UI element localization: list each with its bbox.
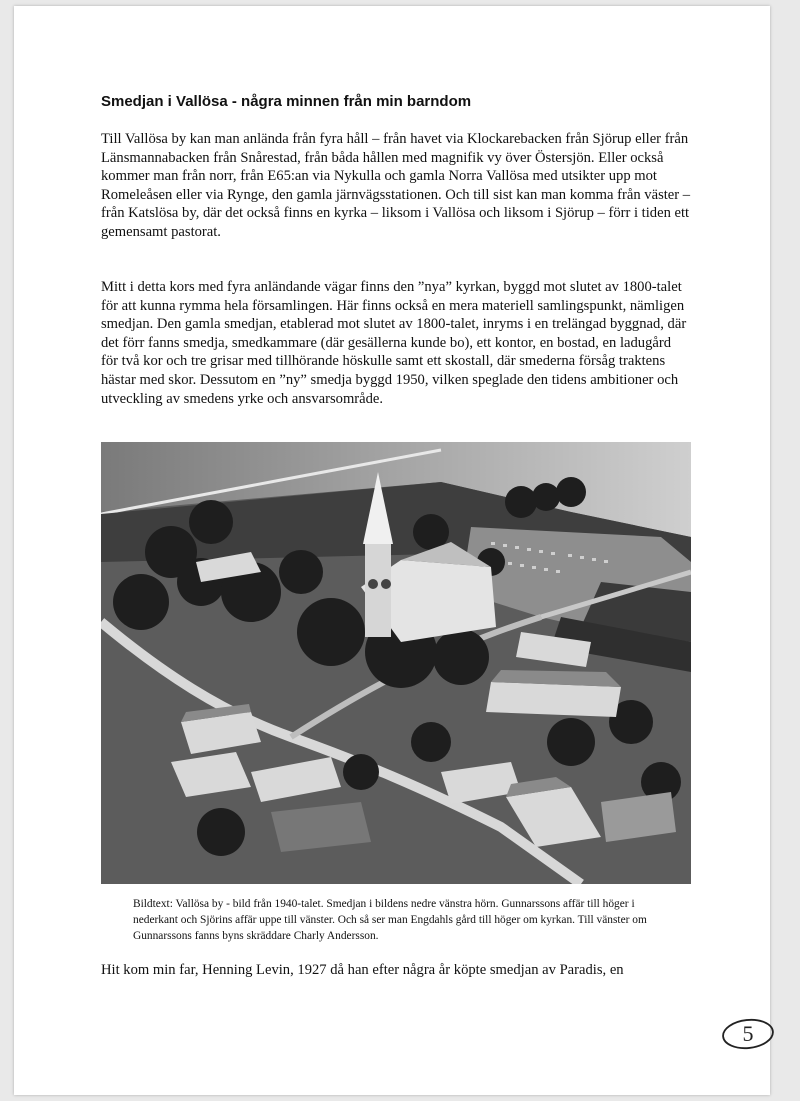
paragraph-1: Till Vallösa by kan man anlända från fyra håll – från havet via Klockarebacken från Sjörup eller från Länsmannabacken från Snårestad, från båda hållen med magnifik vy över Östersjön. Eller också kommer man från norr, från E65:an via Nykulla och gamla Norra Vallösa med utsikter upp mot Romeleåsen eller via Rynge, den gamla järnvägsstationen. Och till sist kan man komma från väster – från Katslösa by, där det också finns en kyrka – liksom i Vallösa och liksom i Sjörup – förr i tiden ett gemensamt pastorat. [101,131,691,240]
document-page [14,6,770,1095]
paragraph-3: Hit kom min far, Henning Levin, 1927 då han efter några år köpte smedjan av Paradis, en [101,962,624,978]
document-title: Smedjan i Vallösa - några minnen från min barndom [101,93,472,110]
paragraph-2: Mitt i detta kors med fyra anländande vägar finns den ”nya” kyrkan, byggd mot slutet av 1800-talet för att kunna rymma hela församlingen. Här finns också en mera materiell samlingspunkt, nämligen smedjan. Den gamla smedjan, etablerad mot slutet av 1800-talet, inryms i en trelängad byggnad, där det förr fanns smedja, smedkammare (där gesällerna kunde bo), ett kontor, en bostad, en ladugård för två kor och tre grisar med tillhörande höskulle samt ett skostall, där smederna försåg traktens hästar med skor. Dessutom en ”ny” smedja byggd 1950, vilken speglade den tidens ambitioner och utveckling av smedens yrke och ansvarsområde. [101,279,687,407]
photo-caption: Bildtext: Vallösa by - bild från 1940-talet. Smedjan i bildens nedre vänstra hörn. Gunnarssons affär till höger i nederkant och Sjörins affär uppe till vänster. Och så ser man Engdahls gård till höger om kyrkan. Till vänster om Gunnarssons fanns byns skräddare Charly Andersson. [133,898,647,943]
page-number: 5 [742,1021,754,1046]
aerial-photo-vallosa [101,442,691,884]
handwritten-page-number [720,1016,776,1052]
